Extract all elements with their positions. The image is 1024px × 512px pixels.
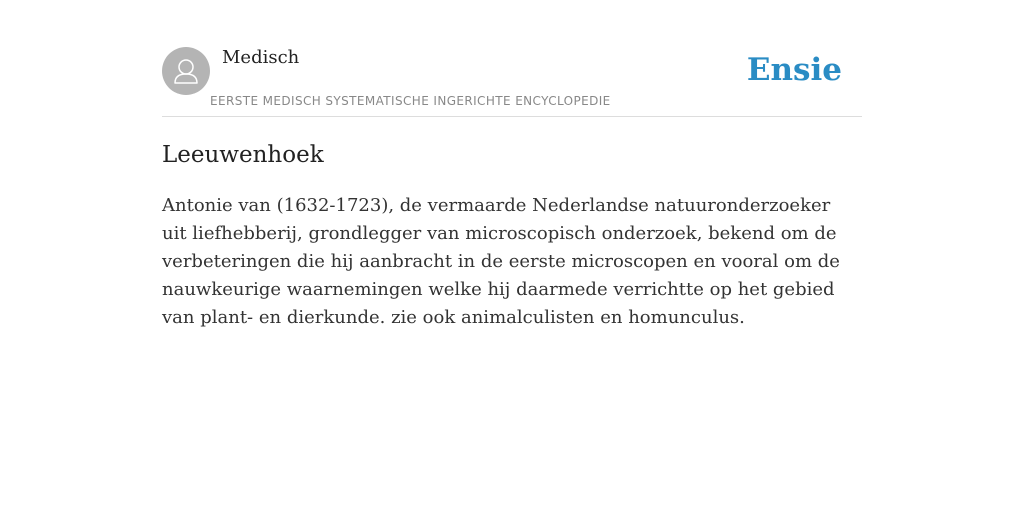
source-subtitle: EERSTE MEDISCH SYSTEMATISCHE INGERICHTE ENCYCLOPEDIE (210, 94, 611, 108)
source-name[interactable]: Medisch (222, 47, 300, 68)
article-body: Antonie van (1632-1723), de vermaarde Nederlandse natuuronderzoeker uit liefhebberij, grondlegger van microscopisch onderzoek, bekend om de verbeteringen die hij aanbracht in de eerste microscopen en vooral om de nauwkeurige waarnemingen welke hij daarmede verrichtte op het gebied van plant- en dierkunde. zie ook animalculisten en homunculus. (162, 195, 840, 328)
source-header (162, 0, 862, 117)
brand-logo-link[interactable]: Ensie (746, 52, 842, 88)
user-silhouette-icon (162, 47, 210, 95)
article-title: Leeuwenhoek (162, 142, 324, 168)
page (162, 0, 862, 512)
source-avatar[interactable] (162, 47, 210, 95)
